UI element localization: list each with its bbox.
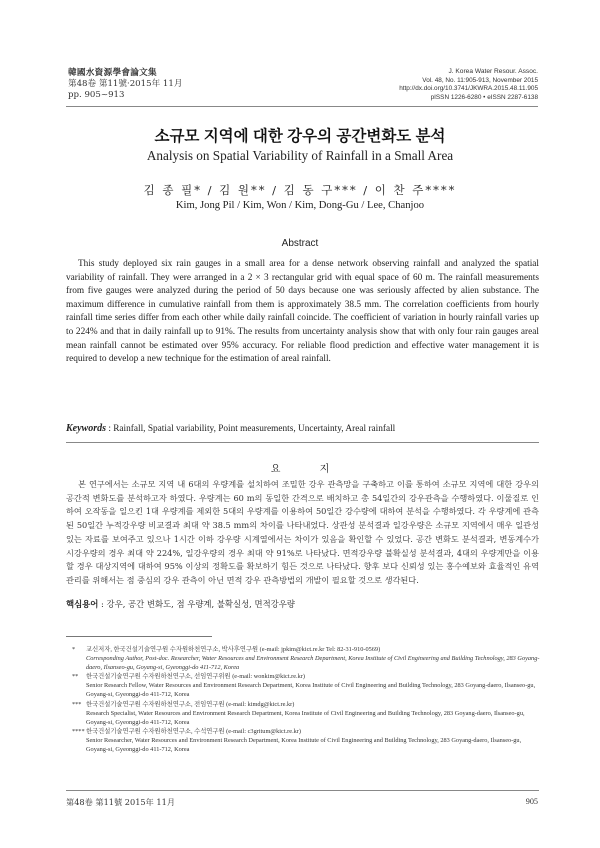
header-divider xyxy=(66,106,538,107)
title-korean: 소규모 지역에 대한 강우의 공간변화도 분석 xyxy=(154,128,446,145)
keywords-line xyxy=(66,423,539,434)
keywords-list: Rainfall, Spatial variability, Point measurements, Uncertainty, Areal rainfall xyxy=(113,424,396,434)
title-english: Analysis on Spatial Variability of Rainfall in a Small Area xyxy=(146,148,454,163)
summary-keywords-line xyxy=(66,598,539,610)
footer-divider xyxy=(66,790,539,791)
affiliation-english: Senior Research Fellow, Water Resources and Environment Research Department, Korea Institute of Civil Engineering and Building Technology, 283 Goyang-daero, Ilsanseo-gu, Goyang-si, Gyeonggi-do 411-712, Korea xyxy=(86,682,536,699)
affiliation-korean: 한국건설기술연구원 수자원하천연구소, 수석연구원 (e-mail: c3gritum@kict.re.kr) xyxy=(86,727,301,735)
summary-text: 본 연구에서는 소규모 지역 내 6대의 우량계를 설치하여 조밀한 강우 관측망을 구축하고 이를 통하여 소규모 지역에 대한 강우의 공간적 변화도를 분석하고자 하였다. 우량계는 60 m의 동일한 간격으로 배치하고 총 54일간의 강우관측을 수행하였다. 이물질로 인하여 오작동을 일으킨 1대 우량계를 제외한 5대의 우량계를 이용하여 50일간 강수량에 대하여 분석을 수행하였다. 각 우량계에 관측된 50일간 누적강우량 비교결과 최대 약 38.5 mm의 차이를 나타내었다. 상관성 분석결과 일강우량은 소규모 지역에서 매우 일관성 있는 자료를 보여주고 있으나 1시간 이하 강우량 시계열에서는 차이가 있음을 확인할 수 있었다. 공간 변화도 분석결과, 변동계수가 시강우량의 경우 최대 약 224%, 일강우량의 경우 최대 약 91%로 나타났다. 면적강우량 불확실성 분석결과, 4대의 우량계만을 이용할 경우 대상지역에 대하여 95% 이상의 정확도를 확보하기 힘든 것으로 나타났다. 향후 보다 신뢰성 있는 홍수예보와 효율적인 유역관리를 위해서는 점 중심의 강우 관측이 아닌 면적 강우 관측방법의 개발이 필요할 것으로 생각된다. xyxy=(66,479,539,585)
journal-header-right xyxy=(298,68,538,102)
summary-keywords-separator: : xyxy=(98,599,107,609)
affiliation-mark: *** xyxy=(72,700,82,708)
journal-header-left xyxy=(68,68,288,101)
journal-name-english: J. Korea Water Resour. Assoc. xyxy=(448,68,538,75)
affiliations xyxy=(66,645,541,754)
affiliation-english: Senior Researcher, Water Resources and Environment Research Department, Korea Institute of Civil Engineering and Building Technology, 283 Goyang-daero, Ilsanseo-gu, Goyang-si, Gyeonggi-do 411-712, Korea xyxy=(86,736,522,754)
keywords-separator: : xyxy=(106,424,114,434)
affiliation-mark: ** xyxy=(72,673,79,681)
journal-volume-english: Vol. 48, No. 11:905-913, November 2015 xyxy=(422,76,538,84)
issn: pISSN 1226-6280 • eISSN 2287-6138 xyxy=(430,93,538,101)
summary-keywords-list: 강우, 공간 변화도, 점 우량계, 불확실성, 면적강우량 xyxy=(106,599,295,609)
affiliation-korean: 교신저자, 한국건설기술연구원 수자원하천연구소, 박사후연구원 (e-mail: jpkim@kict.re.kr Tel: 82-31-910-0569) xyxy=(86,646,381,653)
affiliation-english: Research Specialist, Water Resources and Environment Research Department, Korea Institute of Civil Engineering and Building Technology, 283 Goyang-daero, Ilsanseo-gu, Goyang-si, Gyeonggi-do 411-712, Korea xyxy=(86,709,525,726)
journal-name-korean: 韓國水資源學會論文集 xyxy=(68,68,157,78)
journal-volume-korean: 第48卷 第11號·2015年 11月 xyxy=(68,79,183,89)
affiliation-item xyxy=(66,672,541,699)
summary-heading: 요 지 xyxy=(270,464,348,475)
footer-issue: 第48卷 第11號 2015年 11月 xyxy=(66,797,176,807)
affiliation-item xyxy=(66,700,541,727)
abstract-heading: Abstract xyxy=(281,238,319,249)
page-number: 905 xyxy=(525,797,538,806)
journal-pages: pp. 905~913 xyxy=(68,90,125,100)
affiliation-item xyxy=(66,727,541,754)
affiliation-english: Corresponding Author, Post-doc. Researcher, Water Resources and Environment Research Department, Korea Institute of Civil Engineering and Building Technology, 283 Goyang-daero, Ilsanseo-gu, Goyang-si, Gyeonggi-do 411-712, Korea xyxy=(86,655,540,672)
keywords-label: Keywords xyxy=(66,423,106,434)
affiliation-item xyxy=(66,645,541,672)
authors-english: Kim, Jong Pil / Kim, Won / Kim, Dong-Gu / Lee, Chanjoo xyxy=(175,200,425,211)
authors-korean: 김 종 필* / 김 원** / 김 동 구*** / 이 찬 주**** xyxy=(143,183,457,197)
doi-link[interactable]: http://dx.doi.org/10.3741/JKWRA.2015.48.11.905 xyxy=(399,85,538,93)
section-divider xyxy=(66,442,539,443)
abstract-text: This study deployed six rain gauges in a small area for a dense network observing rainfall and analyzed the spatial variability of rainfall. They were arranged in a 2 × 3 rectangular grid with equal space of 60 m. The rainfall measurements from five gauges were analyzed during the period of 50 days because one was seriously affected by alien substance. The maximum difference in cumulative rainfall from them is approximately 38.5 mm. The correlation coefficients from hourly rainfall time series differ from each other while daily rainfall coincide. The coefficient of variation in hourly rainfall varies up to 224% and that in daily rainfall up to 91%. The results from uncertainty analysis show that with only four rain gauges areal mean rainfall cannot be estimated over 95% accuracy. For reliable flood prediction and effective water management it is required to develop a new technique for the estimation of areal rainfall. xyxy=(66,259,539,365)
affiliation-mark: **** xyxy=(72,727,85,735)
affiliation-divider xyxy=(66,636,212,637)
affiliation-mark: * xyxy=(72,646,76,653)
affiliation-korean: 한국건설기술연구원 수자원하천연구소, 선임연구위원 (e-mail: wonkim@kict.re.kr) xyxy=(86,673,305,681)
affiliation-korean: 한국건설기술연구원 수자원하천연구소, 전임연구원 (e-mail: kimdg@kict.re.kr) xyxy=(86,700,295,708)
summary-keywords-label: 핵심용어 xyxy=(66,599,99,609)
